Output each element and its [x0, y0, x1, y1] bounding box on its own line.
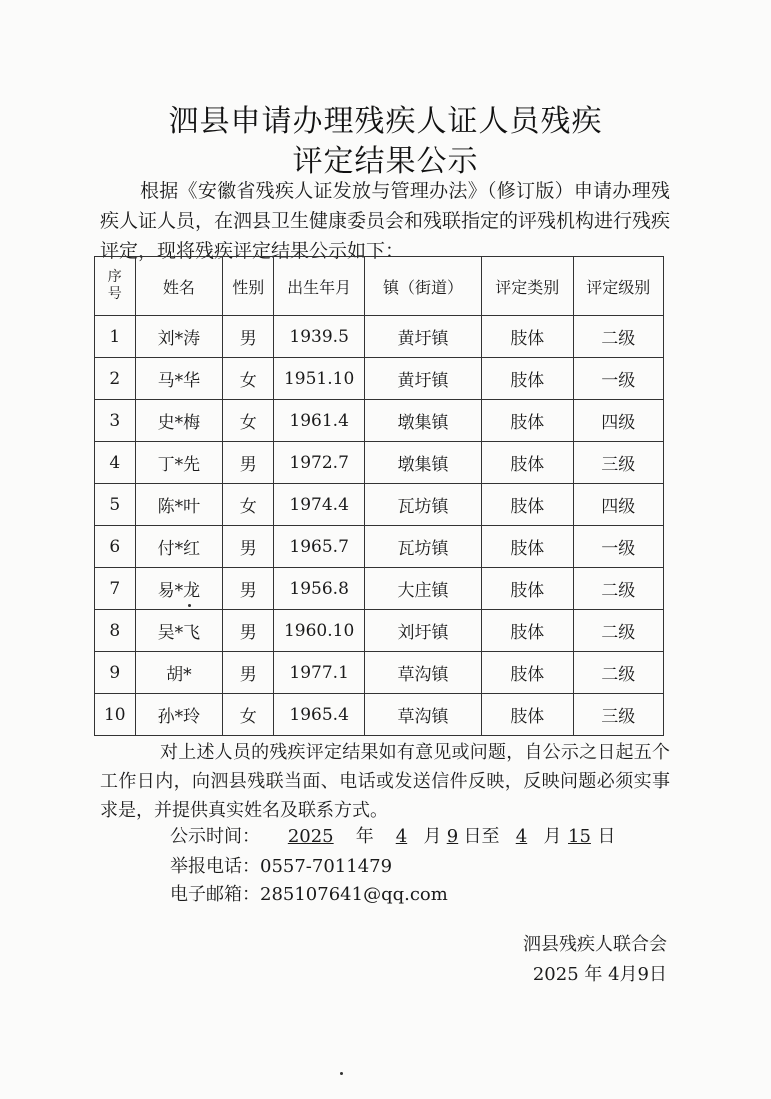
end-day: 15 — [568, 826, 591, 847]
cell-index: 8 — [95, 610, 136, 652]
cell-index: 1 — [95, 316, 136, 358]
cell-town: 刘圩镇 — [364, 610, 481, 652]
table-row — [95, 442, 664, 484]
header-gender: 性别 — [223, 257, 274, 316]
cell-name: 吴*飞 — [135, 610, 222, 652]
cell-category: 肢体 — [482, 400, 573, 442]
cell-index: 2 — [95, 358, 136, 400]
cell-name: 易*龙 — [135, 568, 222, 610]
table-row — [95, 694, 664, 736]
cell-gender: 女 — [223, 484, 274, 526]
cell-name: 马*华 — [135, 358, 222, 400]
cell-name: 付*红 — [135, 526, 222, 568]
document-title-line2: 评定结果公示 — [292, 144, 479, 179]
cell-gender: 男 — [223, 652, 274, 694]
cell-category: 肢体 — [482, 358, 573, 400]
header-category: 评定类别 — [482, 257, 573, 316]
cell-town: 黄圩镇 — [364, 316, 481, 358]
header-level: 评定级别 — [573, 257, 663, 316]
cell-index: 10 — [95, 694, 136, 736]
cell-gender: 女 — [223, 400, 274, 442]
cell-index: 4 — [95, 442, 136, 484]
cell-name: 陈*叶 — [135, 484, 222, 526]
cell-birth: 1965.7 — [274, 526, 365, 568]
start-month: 4 — [395, 826, 408, 847]
cell-name: 刘*涛 — [135, 316, 222, 358]
notice-time-label: 公示时间： — [170, 826, 260, 847]
cell-level: 四级 — [573, 484, 663, 526]
notice-time-line — [170, 822, 615, 848]
month-unit: 月 — [423, 826, 442, 847]
table-row — [95, 526, 664, 568]
cell-gender: 女 — [223, 358, 274, 400]
cell-level: 一级 — [573, 526, 663, 568]
start-day: 9 — [446, 826, 459, 847]
cell-category: 肢体 — [482, 610, 573, 652]
cell-level: 二级 — [573, 610, 663, 652]
end-month: 4 — [515, 826, 528, 847]
table-row — [95, 400, 664, 442]
cell-birth: 1951.10 — [274, 358, 365, 400]
cell-birth: 1939.5 — [274, 316, 365, 358]
cell-name: 胡* — [135, 652, 222, 694]
phone-label: 举报电话： — [170, 856, 260, 877]
cell-gender: 男 — [223, 316, 274, 358]
cell-birth: 1974.4 — [274, 484, 365, 526]
cell-index: 9 — [95, 652, 136, 694]
cell-gender: 男 — [223, 610, 274, 652]
signature-date: 2025 年 4月9日 — [532, 964, 667, 985]
email-line — [170, 880, 448, 906]
cell-birth: 1961.4 — [274, 400, 365, 442]
year-unit: 年 — [355, 826, 374, 847]
footer-paragraph: 对上述人员的残疾评定结果如有意见或问题，自公示之日起五个工作日内，向泗县残联当面、电话或发送信件反映，反映问题必须实事求是，并提供真实姓名及联系方式。 — [100, 742, 670, 821]
cell-level: 四级 — [573, 400, 663, 442]
table-row — [95, 568, 664, 610]
cell-name: 史*梅 — [135, 400, 222, 442]
phone-value: 0557-7011479 — [260, 856, 393, 877]
cell-level: 三级 — [573, 694, 663, 736]
cell-index: 7 — [95, 568, 136, 610]
cell-index: 5 — [95, 484, 136, 526]
cell-birth: 1956.8 — [274, 568, 365, 610]
cell-index: 3 — [95, 400, 136, 442]
email-value: 285107641@qq.com — [260, 884, 448, 905]
signature-org: 泗县残疾人联合会 — [523, 934, 667, 955]
cell-category: 肢体 — [482, 316, 573, 358]
cell-town: 瓦坊镇 — [364, 526, 481, 568]
table-row — [95, 652, 664, 694]
cell-category: 肢体 — [482, 568, 573, 610]
cell-town: 草沟镇 — [364, 694, 481, 736]
header-birth: 出生年月 — [274, 257, 365, 316]
cell-birth: 1972.7 — [274, 442, 365, 484]
cell-name: 孙*玲 — [135, 694, 222, 736]
table-row — [95, 316, 664, 358]
cell-category: 肢体 — [482, 484, 573, 526]
cell-birth: 1977.1 — [274, 652, 365, 694]
cell-town: 瓦坊镇 — [364, 484, 481, 526]
cell-town: 墩集镇 — [364, 442, 481, 484]
cell-town: 墩集镇 — [364, 400, 481, 442]
email-label: 电子邮箱： — [170, 884, 260, 905]
cell-level: 二级 — [573, 316, 663, 358]
cell-category: 肢体 — [482, 526, 573, 568]
phone-line — [170, 852, 392, 878]
cell-gender: 女 — [223, 694, 274, 736]
notice-year: 2025 — [287, 826, 334, 847]
cell-town: 大庄镇 — [364, 568, 481, 610]
cell-name: 丁*先 — [135, 442, 222, 484]
cell-gender: 男 — [223, 568, 274, 610]
table-header-row — [95, 257, 664, 316]
to-label: 日至 — [463, 826, 500, 847]
cell-index: 6 — [95, 526, 136, 568]
cell-town: 黄圩镇 — [364, 358, 481, 400]
cell-level: 三级 — [573, 442, 663, 484]
cell-level: 二级 — [573, 568, 663, 610]
cell-category: 肢体 — [482, 442, 573, 484]
cell-category: 肢体 — [482, 694, 573, 736]
results-table — [94, 256, 664, 736]
end-month-unit: 月 — [543, 826, 562, 847]
cell-category: 肢体 — [482, 652, 573, 694]
intro-paragraph: 根据《安徽省残疾人证发放与管理办法》（修订版）申请办理残疾人证人员，在泗县卫生健康委员会和残联指定的评残机构进行残疾评定，现将残疾评定结果公示如下： — [100, 180, 671, 262]
cell-level: 二级 — [573, 652, 663, 694]
cell-town: 草沟镇 — [364, 652, 481, 694]
day-unit: 日 — [597, 826, 616, 847]
table-row — [95, 358, 664, 400]
scan-speck — [340, 1072, 343, 1075]
cell-gender: 男 — [223, 526, 274, 568]
table-row — [95, 484, 664, 526]
cell-birth: 1960.10 — [274, 610, 365, 652]
scan-speck — [188, 604, 191, 607]
table-row — [95, 610, 664, 652]
header-town: 镇（街道） — [364, 257, 481, 316]
cell-gender: 男 — [223, 442, 274, 484]
document-title-line1: 泗县申请办理残疾人证人员残疾 — [168, 104, 603, 139]
cell-birth: 1965.4 — [274, 694, 365, 736]
cell-level: 一级 — [573, 358, 663, 400]
header-index: 序号 — [95, 257, 136, 316]
header-name: 姓名 — [135, 257, 222, 316]
